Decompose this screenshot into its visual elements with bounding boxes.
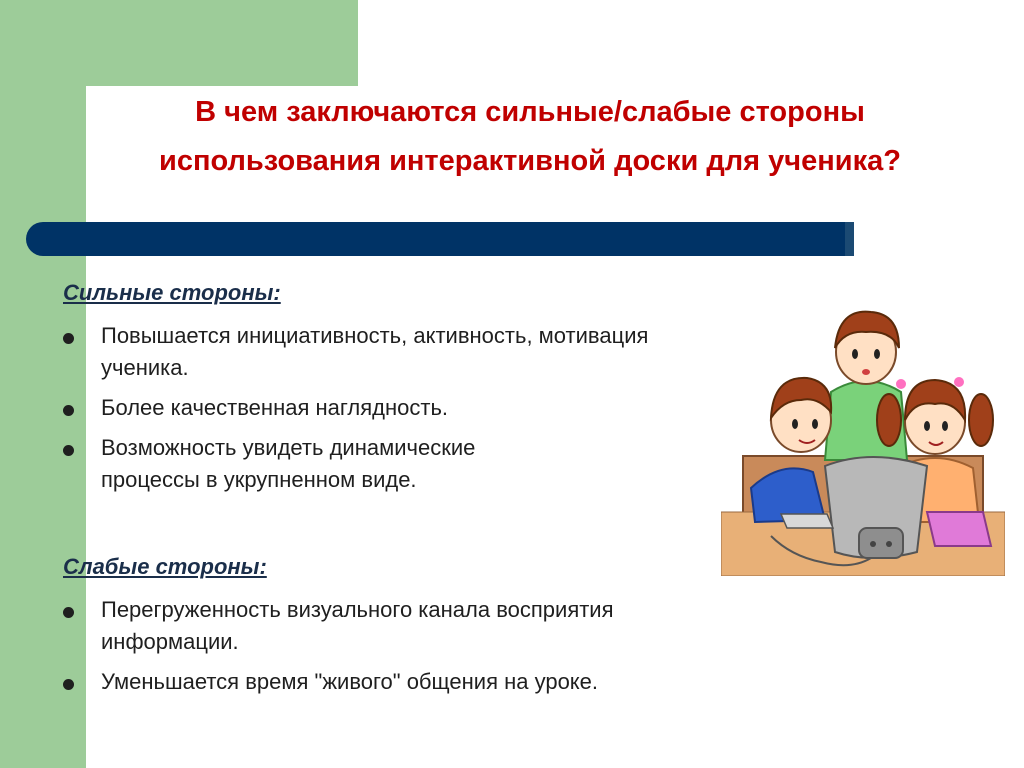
list-item — [63, 594, 823, 658]
bullet-icon — [63, 405, 74, 416]
bullet-icon — [63, 333, 74, 344]
list-item — [63, 432, 823, 496]
bullet-icon — [63, 679, 74, 690]
list-item-line: Уменьшается время "живого" общения на уроке. — [101, 669, 599, 694]
strengths-heading: Сильные стороны: — [63, 280, 281, 305]
weaknesses-heading: Слабые стороны: — [63, 554, 267, 579]
strengths-list — [63, 320, 823, 504]
list-item — [63, 320, 823, 384]
list-item — [63, 392, 823, 424]
weaknesses-list — [63, 594, 823, 706]
slide-title-line2: использования интерактивной доски для ученика? — [159, 145, 901, 177]
blue-divider-bar-edge — [845, 222, 854, 256]
bullet-icon — [63, 445, 74, 456]
list-item-line: Перегруженность визуального канала восприятия — [101, 597, 614, 622]
slide-title — [100, 88, 960, 186]
list-item-line: информации. — [101, 629, 239, 654]
list-item-line: процессы в укрупненном виде. — [101, 467, 417, 492]
list-item-line: Более качественная наглядность. — [101, 395, 449, 420]
list-item-line: ученика. — [101, 355, 189, 380]
bullet-icon — [63, 607, 74, 618]
slide-title-line1: В чем заключаются сильные/слабые стороны — [195, 96, 865, 128]
blue-divider-bar — [26, 222, 852, 256]
children-computer-illustration — [721, 300, 1005, 576]
list-item — [63, 666, 823, 698]
list-item-line: Возможность увидеть динамические — [101, 435, 476, 460]
list-item-line: Повышается инициативность, активность, мотивация — [101, 323, 649, 348]
